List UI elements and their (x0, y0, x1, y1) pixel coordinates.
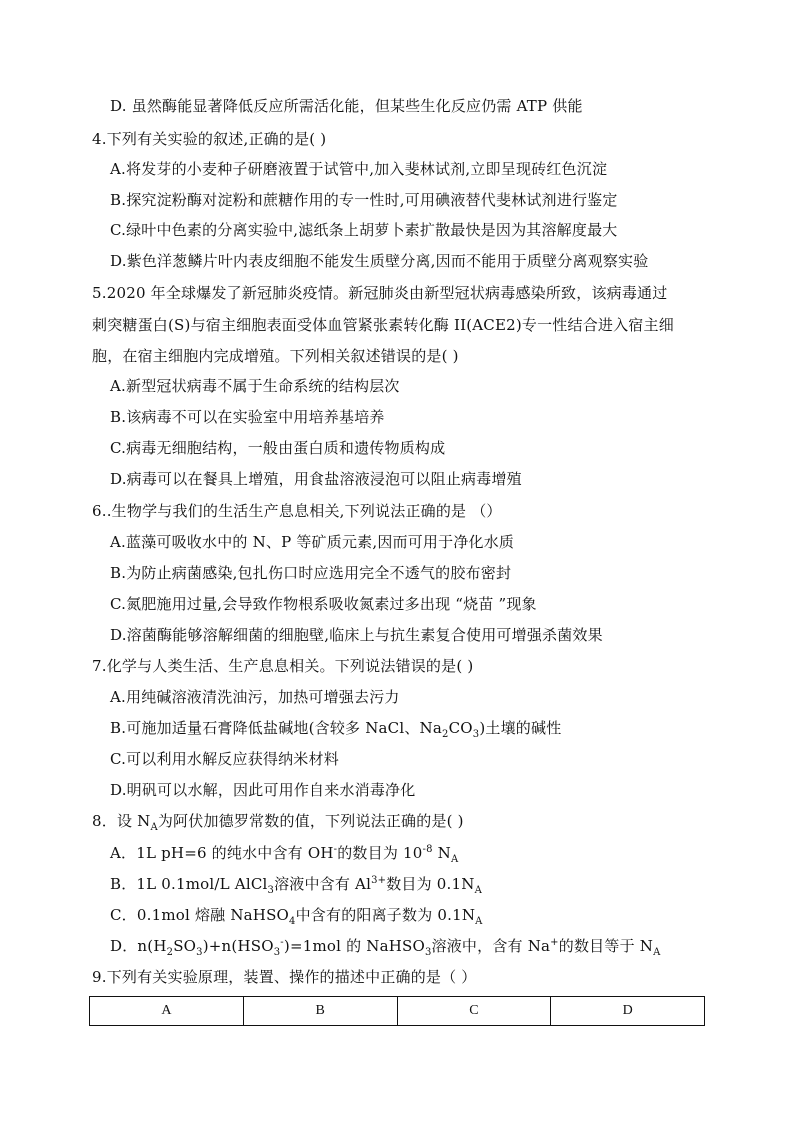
q6-option-d: D.溶菌酶能够溶解细菌的细胞壁,临床上与抗生素复合使用可增强杀菌效果 (110, 626, 603, 644)
q7-option-b: B.可施加适量石膏降低盐碱地(含较多 NaCl、$Na_2CO_3$)土壤的碱性 (110, 719, 562, 740)
table-header-c: C (397, 997, 551, 1026)
q4-option-b: B.探究淀粉酶对淀粉和蔗糖作用的专一性时,可用碘液替代斐林试剂进行鉴定 (110, 191, 618, 209)
q8-option-c: C．0.1mol 熔融 NaHSO$_4$中含有的阳离子数为 $0.1N_A$ (110, 906, 483, 927)
q8-option-b: B．1L 0.1mol/L AlCl$_3$溶液中含有 $Al^{3+}$数目为 $0.1N_A$ (110, 875, 482, 896)
q8-option-d: D．$n(H_2SO_3)+n(HSO_3^-)=1mol$ 的 NaHSO$_3$溶液中，含有 Na+的数目等于 $N_A$ (110, 937, 661, 958)
q7-option-d: D.明矾可以水解，因此可用作自来水消毒净化 (110, 781, 416, 799)
q7-option-a: A.用纯碱溶液清洗油污，加热可增强去污力 (110, 688, 400, 706)
table-header-d: D (551, 997, 705, 1026)
q3-option-d: D. 虽然酶能显著降低反应所需活化能，但某些生化反应仍需 ATP 供能 (110, 97, 583, 115)
table-row (90, 997, 705, 1026)
q7-option-c: C.可以利用水解反应获得纳米材料 (110, 750, 339, 768)
q6-stem: 6..生物学与我们的生活生产息息相关,下列说法正确的是 （） (92, 502, 502, 520)
q5-option-c: C.病毒无细胞结构，一般由蛋白质和遗传物质构成 (110, 439, 446, 457)
q5-stem-line-1: 5.2020 年全球爆发了新冠肺炎疫情。新冠肺炎由新型冠状病毒感染所致，该病毒通过 (92, 284, 668, 302)
q5-option-b: B.该病毒不可以在实验室中用培养基培养 (110, 408, 385, 426)
q8-stem: 8．设 $N_A$为阿伏加德罗常数的值，下列说法正确的是( ) (92, 812, 464, 833)
q7-stem: 7.化学与人类生活、生产息息相关。下列说法错误的是( ) (92, 657, 474, 675)
q6-option-b: B.为防止病菌感染,包扎伤口时应选用完全不透气的胶布密封 (110, 564, 512, 582)
q5-option-a: A.新型冠状病毒不属于生命系统的结构层次 (110, 377, 400, 395)
table-header-a: A (90, 997, 244, 1026)
q5-stem-line-3: 胞，在宿主细胞内完成增殖。下列相关叙述错误的是( ) (92, 347, 459, 365)
q4-stem: 4.下列有关实验的叙述,正确的是( ) (92, 130, 327, 148)
q6-option-a: A.蓝藻可吸收水中的 N、P 等矿质元素,因而可用于净化水质 (110, 533, 515, 551)
q5-stem-line-2: 刺突糖蛋白(S)与宿主细胞表面受体血管紧张素转化酶 II(ACE2)专一性结合进入宿主细 (92, 316, 674, 334)
q9-stem: 9.下列有关实验原理，装置、操作的描述中正确的是（ ） (92, 968, 477, 986)
q4-option-a: A.将发芽的小麦种子研磨液置于试管中,加入斐林试剂,立即呈现砖红色沉淀 (110, 160, 608, 178)
q6-option-c: C.氮肥施用过量,会导致作物根系吸收氮素过多出现 “烧苗 ”现象 (110, 595, 537, 613)
q4-option-c: C.绿叶中色素的分离实验中,滤纸条上胡萝卜素扩散最快是因为其溶解度最大 (110, 221, 618, 239)
q9-answer-table (89, 996, 705, 1026)
q4-option-d: D.紫色洋葱鳞片叶内表皮细胞不能发生质壁分离,因而不能用于质壁分离观察实验 (110, 252, 649, 270)
q8-option-a: A．1L pH=6 的纯水中含有 OH-的数目为 $10^{-8}$ $N_A$ (110, 844, 459, 865)
table-header-b: B (243, 997, 397, 1026)
q5-option-d: D.病毒可以在餐具上增殖，用食盐溶液浸泡可以阻止病毒增殖 (110, 470, 522, 488)
